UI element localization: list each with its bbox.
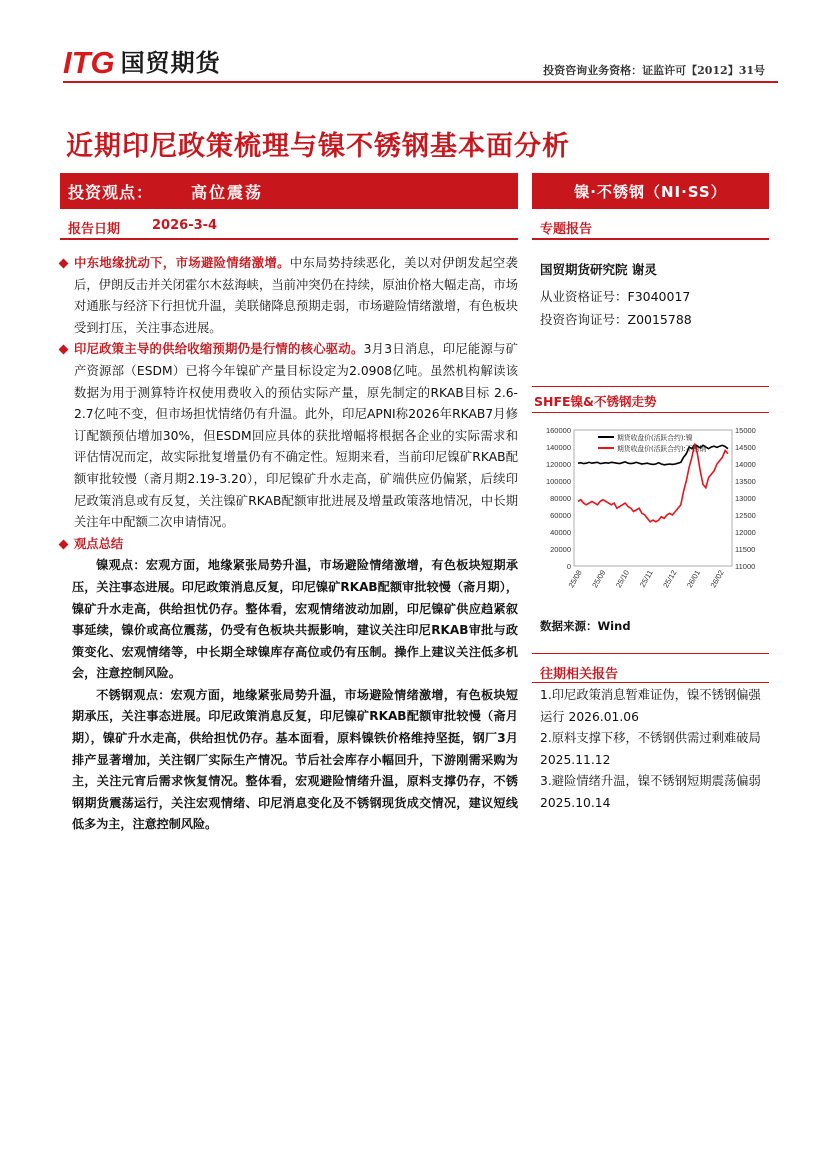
- y-left-tick-label: 20000: [550, 545, 571, 554]
- related-report-item[interactable]: 3.避险情绪升温，镍不锈钢短期震荡偏弱 2025.10.14: [540, 774, 761, 810]
- summary-stainless: 不锈钢观点：宏观方面，地缘紧张局势升温，市场避险情绪激增，有色板块短期承压，关注事态进展。印尼政策消息反复，印尼镍矿RKAB配额审批较慢（斋月期），镍矿升水走高，供给担忧仍存。基本面看，原料镍铁价格维持坚挺，钢厂3月排产显著增加，关注钢厂实际生产情况。节后社会库存小幅回升，下游刚需采购为主，关注元宵后需求恢复情况。整体看，宏观避险情绪升温，原料支撑仍存，不锈钢期货震荡运行，关注宏观情绪、印尼消息变化及不锈钢现货成交情况，建议短线低多为主，注意控制风险。: [72, 687, 518, 832]
- qualification-number: 从业资格证号：F3040017: [540, 289, 691, 304]
- license-text: 投资咨询业务资格：证监许可【2012】31号: [543, 64, 765, 77]
- date-value: 2026-3-4: [152, 218, 218, 233]
- y-left-tick-label: 100000: [545, 477, 571, 486]
- x-tick-label: 25/11: [637, 568, 655, 589]
- x-tick-label: 26/01: [684, 568, 703, 590]
- y-left-tick-label: 140000: [545, 443, 571, 452]
- category-banner: 镍·不锈钢（NI·SS）: [532, 173, 769, 209]
- y-left-tick-label: 160000: [545, 426, 571, 435]
- author-block: [540, 258, 770, 331]
- price-chart-svg: [532, 418, 772, 603]
- paragraph-heading: 中东地缘扰动下，市场避险情绪激增。: [74, 256, 290, 270]
- bullet-icon: [59, 259, 69, 269]
- y-right-tick-label: 12500: [735, 511, 756, 520]
- left-divider: [60, 238, 518, 240]
- x-tick-label: 26/02: [708, 568, 726, 590]
- author-name: 国贸期货研究院 谢灵: [540, 262, 657, 277]
- price-chart: [532, 418, 772, 603]
- x-tick-label: 25/10: [613, 568, 632, 590]
- page-title: 近期印尼政策梳理与镍不锈钢基本面分析: [66, 131, 570, 162]
- chart-title: SHFE镍&不锈钢走势: [534, 394, 657, 409]
- x-tick-label: 25/08: [566, 568, 584, 590]
- legend-label: 期货收盘价(活跃合约):不锈钢: [617, 445, 707, 453]
- right-divider: [532, 238, 769, 240]
- legend-label: 期货收盘价(活跃合约):镍: [617, 434, 693, 442]
- y-left-tick-label: 40000: [550, 528, 571, 537]
- related-title-divider: [532, 682, 769, 683]
- report-type: 专题报告: [540, 222, 593, 237]
- y-right-tick-label: 13500: [735, 477, 756, 486]
- y-left-tick-label: 60000: [550, 511, 571, 520]
- y-right-tick-label: 14500: [735, 443, 756, 452]
- paragraph-text: 中东局势持续恶化，美以对伊朗发起空袭后，伊朗反击并关闭霍尔木兹海峡，当前冲突仍在持续，原油价格大幅走高，市场对通胀与经济下行担忧升温，美联储降息预期走弱，市场避险情绪激增，有色板块受到打压，关注事态进展。: [74, 256, 518, 335]
- x-tick-label: 25/12: [661, 568, 679, 590]
- related-report-item[interactable]: 1.印尼政策消息暂难证伪，镍不锈钢偏强运行 2026.01.06: [540, 688, 761, 724]
- series-line-stainless: [578, 444, 728, 522]
- logo-cn-text: 国贸期货: [120, 49, 221, 77]
- summary-heading: [60, 534, 518, 556]
- logo-itg-text: ITG: [63, 45, 115, 80]
- view-label: 投资观点：: [68, 182, 154, 202]
- y-left-tick-label: 0: [566, 562, 571, 571]
- paragraph-text: 3月3日消息，印尼能源与矿产资源部（ESDM）已将今年镍矿产量目标设定为2.0908亿吨。虽然机构解读该数据为用于测算特许权使用费收入的预估实际产量，原先制定的RKAB目标 2.6-2.7亿吨不变，但市场担忧情绪仍有升温。此外，印尼APNI称2026年RKAB7月修订配额预估增加30%，但ESDM回应具体的获批增幅将根据各企业的实际需求和评估情况而定，故实际批复增量仍有不确定性。短期来看，当前印尼镍矿RKAB配额审批较慢（斋月期2.19-3.20），印尼镍矿升水走高，矿端供应仍偏紧，后续印尼政策消息或有反复，关注镍矿RKAB配额审批进展及增量政策落地情况，中长期关注年中配额二次申请情况。: [74, 342, 518, 530]
- related-top-divider: [532, 653, 769, 654]
- related-reports-title: 往期相关报告: [540, 667, 619, 682]
- company-logo: [63, 47, 221, 79]
- summary-heading-text: 观点总结: [74, 536, 124, 551]
- paragraph-geopolitics: [60, 253, 518, 339]
- y-right-tick-label: 13000: [735, 494, 756, 503]
- main-body: [60, 253, 518, 836]
- y-left-tick-label: 120000: [545, 460, 571, 469]
- y-right-tick-label: 15000: [735, 426, 756, 435]
- date-label: 报告日期: [68, 222, 121, 237]
- chart-top-divider: [532, 386, 769, 387]
- summary-nickel: 镍观点：宏观方面，地缘紧张局势升温，市场避险情绪激增，有色板块短期承压，关注事态进展。印尼政策消息反复，印尼镍矿RKAB配额审批较慢（斋月期），镍矿升水走高，供给担忧仍存。整体看，宏观情绪波动加剧，印尼镍矿供应趋紧叙事延续，镍价或高位震荡，仍受有色板块共振影响，建议关注印尼RKAB审批与政策变化、宏观情绪等，中长期全球镍库存高位或仍有压制。操作上建议关注低多机会，注意控制风险。: [72, 558, 518, 681]
- related-report-item[interactable]: 2.原料支撑下移，不锈钢供需过剩难破局 2025.11.12: [540, 731, 761, 767]
- related-reports-list: [540, 685, 770, 814]
- bullet-icon: [59, 539, 69, 549]
- view-value: 高位震荡: [191, 182, 264, 202]
- paragraph-heading: 印尼政策主导的供给收缩预期仍是行情的核心驱动。: [74, 342, 364, 357]
- header-divider: [63, 81, 778, 83]
- view-banner: [60, 173, 518, 209]
- bullet-icon: [59, 345, 69, 355]
- y-right-tick-label: 11500: [735, 545, 756, 554]
- consulting-number: 投资咨询证号：Z0015788: [540, 312, 692, 327]
- chart-title-divider: [532, 412, 769, 413]
- report-date: [68, 218, 217, 237]
- y-left-tick-label: 80000: [550, 494, 571, 503]
- paragraph-indonesia-policy: [60, 339, 518, 533]
- data-source: 数据来源：Wind: [540, 619, 631, 633]
- y-right-tick-label: 14000: [735, 460, 756, 469]
- y-right-tick-label: 11000: [735, 562, 756, 571]
- x-tick-label: 25/09: [590, 568, 608, 590]
- y-right-tick-label: 12000: [735, 528, 756, 537]
